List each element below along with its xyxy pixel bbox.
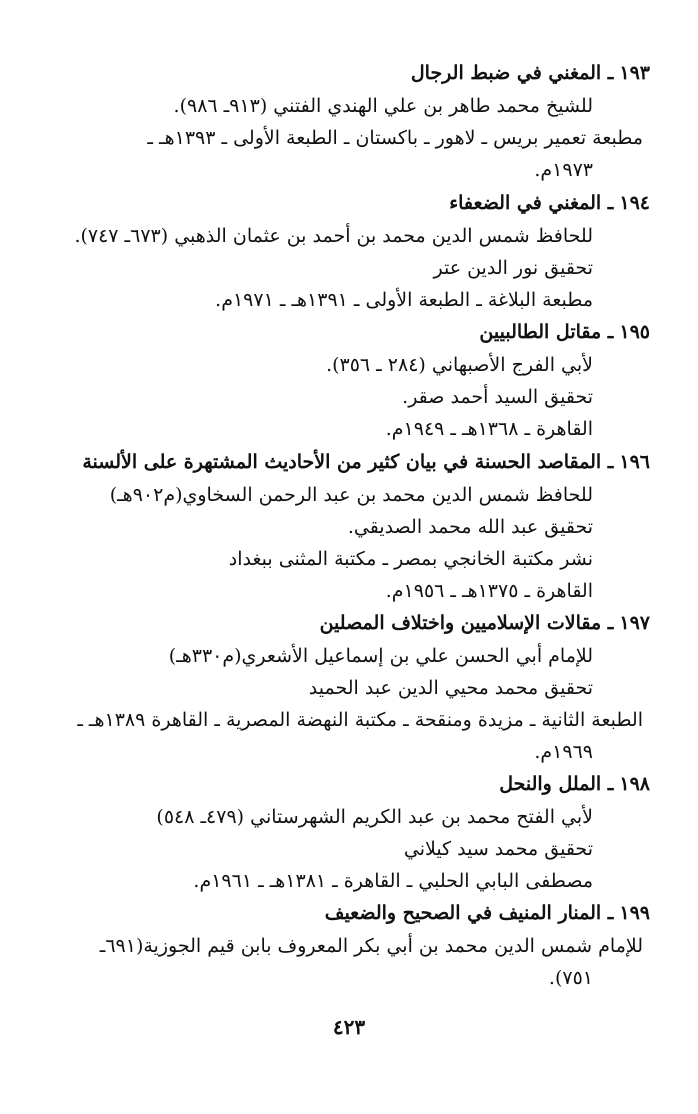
entry-line: ٧٥١). [548, 967, 593, 989]
entry-line: القاهرة ـ ١٣٦٨هـ ـ ١٩٤٩م. [385, 418, 593, 440]
entry-heading [320, 608, 650, 638]
entry-number: ١٩٩ [619, 902, 650, 924]
entry-heading [449, 188, 650, 218]
entry-line: نشر مكتبة الخانجي بمصر ـ مكتبة المثنى ببغداد [228, 548, 593, 570]
entry-line: القاهرة ـ ١٣٧٥هـ ـ ١٩٥٦م. [385, 580, 593, 602]
entry-line: تحقيق عبد الله محمد الصديقي. [347, 516, 593, 538]
entry-line: لأبي الفتح محمد بن عبد الكريم الشهرستاني (٤٧٩ـ ٥٤٨) [156, 806, 593, 828]
entry-line: الطبعة الثانية ـ مزيدة ومنقحة ـ مكتبة النهضة المصرية ـ القاهرة ١٣٨٩هـ ـ [77, 709, 643, 731]
entry-title: ـ مقالات الإسلاميين واختلاف المصلين [319, 612, 614, 634]
entry-line: للإمام شمس الدين محمد بن أبي بكر المعروف بابن قيم الجوزية(٦٩١ـ [99, 935, 643, 957]
entry-line: تحقيق محمد محيي الدين عبد الحميد [308, 677, 593, 699]
entry-line: للحافظ شمس الدين محمد بن عبد الرحمن السخاوي(م٩٠٢هـ) [109, 484, 593, 506]
entry-line: مطبعة البلاغة ـ الطبعة الأولى ـ ١٣٩١هـ ـ ١٩٧١م. [215, 289, 593, 311]
entry-title: ـ المنار المنيف في الصحيح والضعيف [324, 902, 614, 924]
entry-number: ١٩٥ [619, 321, 650, 343]
entry-heading [479, 317, 650, 347]
entry-title: ـ الملل والنحل [499, 773, 614, 795]
entry-line: للحافظ شمس الدين محمد بن أحمد بن عثمان الذهبي (٦٧٣ـ ٧٤٧). [74, 225, 593, 247]
entry-title: ـ المغني في ضبط الرجال [410, 62, 614, 84]
entry-line: مصطفى البابي الحلبي ـ القاهرة ـ ١٣٨١هـ ـ ١٩٦١م. [193, 870, 593, 892]
entry-number: ١٩٦ [619, 451, 650, 473]
entry-heading [325, 898, 650, 928]
entry-title: ـ المقاصد الحسنة في بيان كثير من الأحاديث المشتهرة على الألسنة [82, 451, 614, 473]
entry-number: ١٩٤ [619, 192, 650, 214]
entry-line: ١٩٧٣م. [534, 159, 593, 181]
entry-line: تحقيق محمد سيد كيلاني [403, 838, 593, 860]
entry-number: ١٩٣ [619, 62, 650, 84]
entry-line: تحقيق السيد أحمد صقر. [402, 386, 593, 408]
entry-number: ١٩٧ [619, 612, 650, 634]
entry-number: ١٩٨ [619, 773, 650, 795]
entry-line: لأبي الفرج الأصبهاني (٢٨٤ ـ ٣٥٦). [326, 354, 593, 376]
entry-line: تحقيق نور الدين عتر [433, 257, 593, 279]
entry-title: ـ المغني في الضعفاء [449, 192, 614, 214]
entry-line: للشيخ محمد طاهر بن علي الهندي الفتني (٩١٣ـ ٩٨٦). [173, 95, 593, 117]
entry-heading [82, 447, 650, 477]
entry-line: مطبعة تعمير بريس ـ لاهور ـ باكستان ـ الطبعة الأولى ـ ١٣٩٣هـ ـ [147, 127, 643, 149]
entry-heading [499, 769, 650, 799]
entry-line: للإمام أبي الحسن علي بن إسماعيل الأشعري(م٣٣٠هـ) [168, 645, 593, 667]
page-number: ٤٢٣ [332, 1015, 366, 1039]
entry-line: ١٩٦٩م. [534, 741, 593, 763]
entry-heading [411, 58, 650, 88]
entry-title: ـ مقاتل الطالبيين [479, 321, 614, 343]
